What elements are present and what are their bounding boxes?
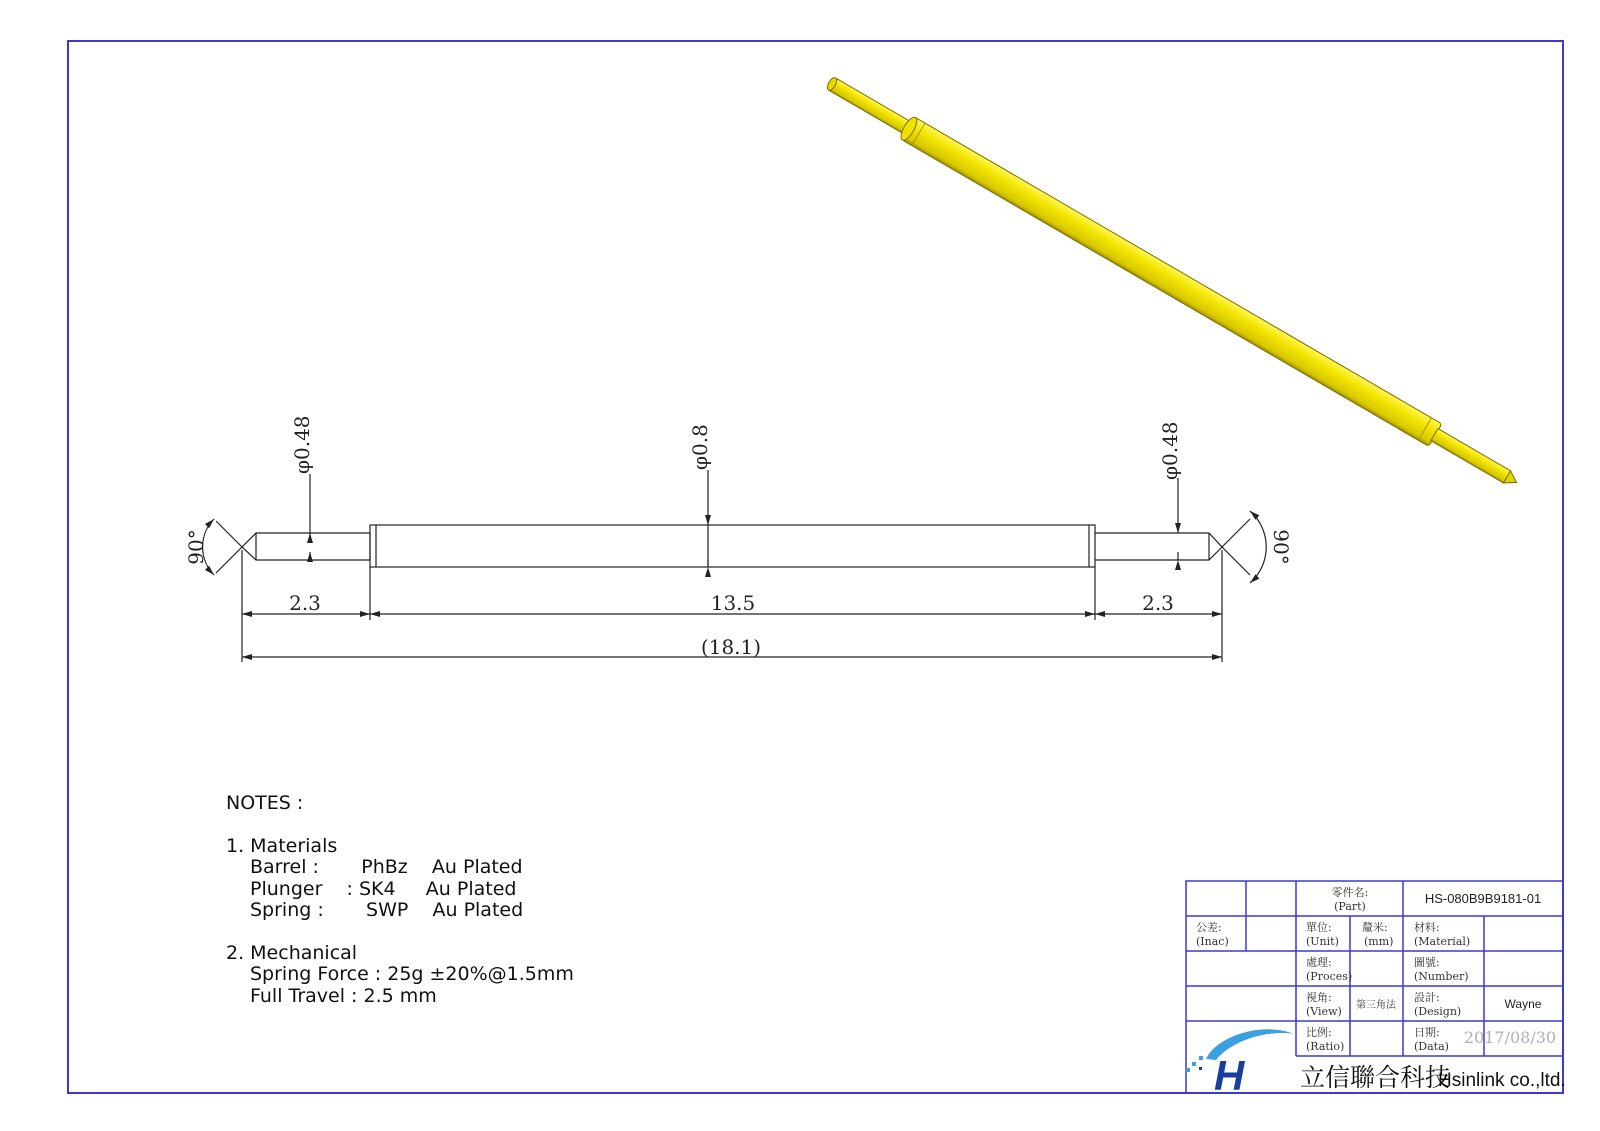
unit-value-en: (mm) [1364,935,1394,948]
unit-label-en: (Unit) [1306,935,1339,948]
tol-label-cn: 公差: [1196,921,1222,934]
dim-dia-left-tip: φ0.48 [290,415,314,474]
company-cn: 立信聯合科技 [1300,1063,1451,1092]
dim-angle-right: 90° [1269,529,1293,565]
ratio-label-cn: 比例: [1306,1026,1332,1039]
unit-label-cn: 單位: [1306,921,1332,934]
design-value: Wayne [1504,997,1542,1011]
unit-value-cn: 釐米: [1362,921,1388,934]
design-label-cn: 設計: [1414,991,1440,1004]
dim-angle-left: 90° [184,529,208,565]
svg-text:H: H [1214,1052,1245,1099]
number-label-en: (Number) [1414,970,1469,983]
note-plunger: Plunger : SK4 Au Plated [250,877,517,900]
notes-title: NOTES : [226,792,304,814]
hsinlink-logo [1186,1029,1294,1099]
note-full-travel: Full Travel : 2.5 mm [250,984,437,1007]
part-label-en: (Part) [1334,900,1366,913]
dim-dia-right-tip: φ0.48 [1158,421,1182,480]
part-value: HS-080B9B9181-01 [1424,891,1542,906]
mechanical-heading: 2. Mechanical [226,941,358,964]
view-label-cn: 視角: [1306,991,1332,1004]
notes-block [226,793,574,1007]
dim-len-total: (18.1) [700,635,762,659]
note-spring-force: Spring Force : 25g ±20%@1.5mm [250,963,574,985]
design-label-en: (Design) [1414,1005,1462,1018]
materials-heading: 1. Materials [226,834,338,857]
dim-len-left: 2.3 [289,591,321,615]
ratio-label-en: (Ratio) [1306,1040,1345,1053]
date-label-cn: 日期: [1414,1026,1440,1039]
date-label-en: (Data) [1414,1040,1449,1053]
note-spring: Spring : SWP Au Plated [250,899,524,921]
dim-len-right: 2.3 [1142,591,1174,615]
company-en: Hsinlink co.,ltd. [1438,1070,1566,1091]
number-label-cn: 圖號: [1414,956,1440,969]
material-label-en: (Material) [1414,935,1471,948]
process-label-cn: 處理: [1306,956,1332,969]
view-value: 第三角法 [1356,1000,1396,1011]
part-label-cn: 零件名: [1331,886,1369,899]
view-label-en: (View) [1306,1005,1342,1018]
dim-dia-barrel: φ0.8 [688,424,712,470]
dim-len-barrel: 13.5 [710,591,756,615]
date-value: 2017/08/30 [1463,1028,1557,1047]
tol-label-en: (Inac) [1196,935,1229,948]
pin-2d-view [203,470,1267,662]
process-label-en: (Proces) [1306,970,1353,983]
material-label-cn: 材料: [1414,921,1440,934]
note-barrel: Barrel : PhBz Au Plated [250,856,523,878]
